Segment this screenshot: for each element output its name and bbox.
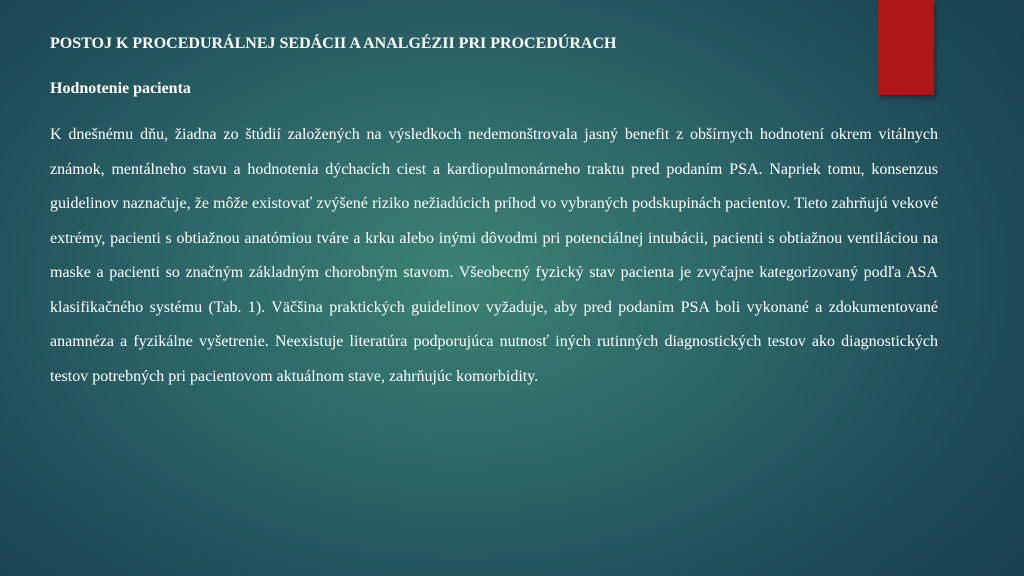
accent-bar (878, 0, 934, 95)
slide-title: POSTOJ K PROCEDURÁLNEJ SEDÁCII A ANALGÉZII PRI PROCEDÚRACH (50, 35, 617, 52)
slide-subtitle: Hodnotenie pacienta (50, 80, 191, 97)
slide-body-text: K dnešnému dňu, žiadna zo štúdií založených na výsledkoch nedemonštrovala jasný benefit z obšírnych hodnotení okrem vitálnych známok, mentálneho stavu a hodnotenia dýchacích ciest a kardiopulmonárneho traktu pred podaním PSA. Napriek tomu, konsenzus guidelinov naznačuje, že môže existovať zvýšené riziko nežiadúcich príhod vo vybraných podskupinách pacientov. Tieto zahrňujú vekové extrémy, pacienti s obtiažnou anatómiou tváre a krku alebo inými dôvodmi pri potenciálnej intubácii, pacienti s obtiažnou ventiláciou na maske a pacienti so značným základným chorobným stavom. Všeobecný fyzický stav pacienta je zvyčajne kategorizovaný podľa ASA klasifikačného systému (Tab. 1). Väčšina praktických guidelinov vyžaduje, aby pred podaním PSA boli vykonané a zdokumentované anamnéza a fyzikálne vyšetrenie. Neexistuje literatúra podporujúca nutnosť iných rutinných diagnostických testov ako diagnostických testov potrebných pri pacientovom aktuálnom stave, zahrňujúc komorbidity. (50, 126, 938, 385)
